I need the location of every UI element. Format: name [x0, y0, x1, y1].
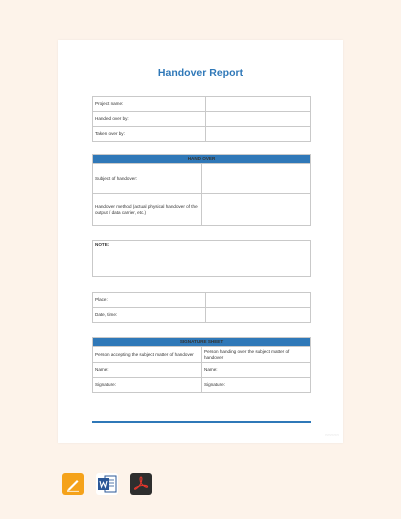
table-row	[93, 164, 311, 194]
taken-over-by-label: Taken over by:	[93, 127, 206, 142]
document-page	[58, 40, 343, 443]
place-value[interactable]	[206, 293, 311, 308]
handed-over-by-value[interactable]	[206, 112, 311, 127]
footer-bar	[92, 421, 311, 423]
taken-over-by-value[interactable]	[206, 127, 311, 142]
pages-icon[interactable]	[62, 473, 84, 495]
project-name-value[interactable]	[206, 97, 311, 112]
format-icons	[62, 473, 152, 495]
signature-header: SIGNATURE SHEET	[93, 338, 311, 347]
handover-method-value[interactable]	[202, 194, 311, 226]
handover-header: HAND OVER	[93, 155, 311, 164]
handing-signature-label[interactable]: Signature:	[202, 378, 311, 393]
table-row	[93, 127, 311, 142]
project-name-label: Project name:	[93, 97, 206, 112]
handing-person-header: Person handing over the subject matter of handover	[202, 347, 311, 363]
note-label: NOTE:	[95, 242, 110, 247]
handing-name-label[interactable]: Name:	[202, 363, 311, 378]
subject-of-handover-label: Subject of handover:	[93, 164, 202, 194]
handover-method-label: Handover method (actual physical handover of the output / data carrier, etc.)	[93, 194, 202, 226]
signature-table	[92, 337, 311, 393]
table-row	[93, 194, 311, 226]
handover-header-row	[93, 155, 311, 164]
accepting-name-label[interactable]: Name:	[93, 363, 202, 378]
table-row	[93, 293, 311, 308]
accepting-person-header: Person accepting the subject matter of handover	[93, 347, 202, 363]
handover-table	[92, 154, 311, 226]
project-info-table	[92, 96, 311, 142]
date-time-label: Date, time:	[93, 308, 206, 323]
table-row	[93, 347, 311, 363]
date-time-value[interactable]	[206, 308, 311, 323]
pdf-icon[interactable]	[130, 473, 152, 495]
accepting-signature-label[interactable]: Signature:	[93, 378, 202, 393]
table-row	[93, 112, 311, 127]
table-row	[93, 97, 311, 112]
word-icon[interactable]	[96, 473, 118, 495]
table-row	[93, 308, 311, 323]
document-title: Handover Report	[157, 67, 244, 79]
note-box[interactable]	[92, 240, 311, 277]
handed-over-by-label: Handed over by:	[93, 112, 206, 127]
signature-header-row	[93, 338, 311, 347]
place-label: Place:	[93, 293, 206, 308]
table-row	[93, 378, 311, 393]
watermark: ▭▭▭▭▭	[324, 433, 339, 437]
subject-of-handover-value[interactable]	[202, 164, 311, 194]
place-date-table	[92, 292, 311, 323]
table-row	[93, 363, 311, 378]
